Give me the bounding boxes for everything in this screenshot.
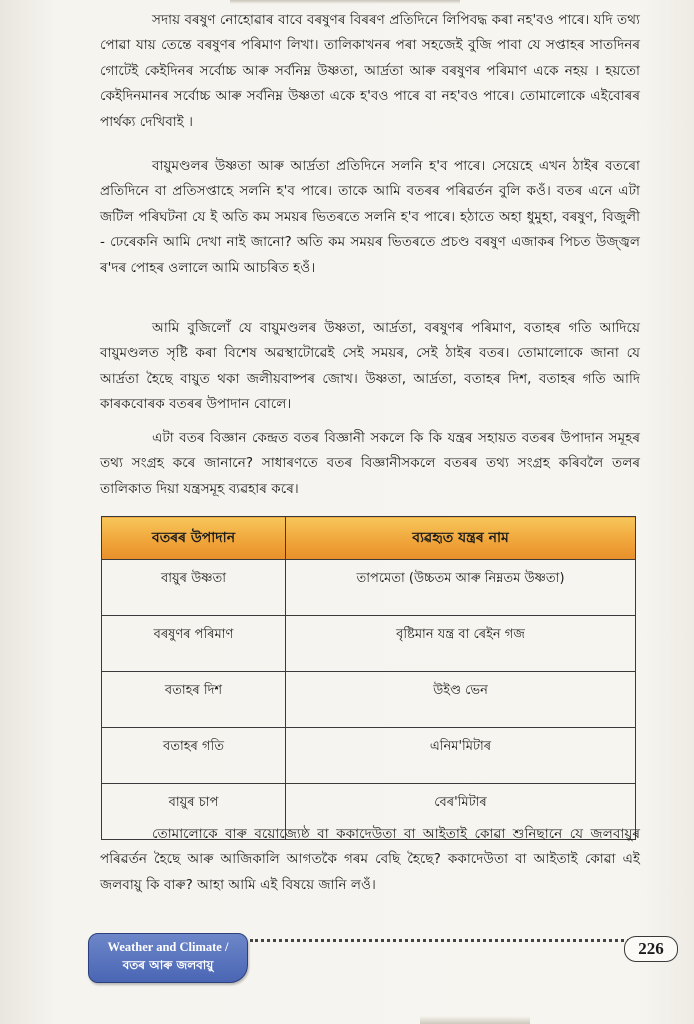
header-instrument-name: ব্যৱহৃত যন্ত্ৰৰ নাম [286, 517, 636, 560]
table-row [102, 672, 636, 728]
cell-element: বতাহৰ গতি [102, 728, 286, 784]
paragraph-rainfall-record [100, 8, 640, 135]
header-weather-element: বতৰৰ উপাদান [102, 517, 286, 560]
cell-element: বৰষুণৰ পৰিমাণ [102, 616, 286, 672]
weather-instruments-table [101, 516, 636, 840]
paragraph-instruments-intro [100, 426, 640, 502]
table-row [102, 560, 636, 616]
cell-instrument: বৃষ্টিমান যন্ত্ৰ বা ৰেইন গজ [286, 616, 636, 672]
paragraph-weather-elements [100, 316, 640, 418]
paragraph-text: আমি বুজিলোঁ যে বায়ুমণ্ডলৰ উষ্ণতা, আৰ্দ্ৰতা, বৰষুণৰ পৰিমাণ, বতাহৰ গতি আদিয়ে বায়ুমণ্ডলত সৃষ্টি কৰা বিশেষ অৱস্থাটোৱেই সেই সময়ৰ, সেই ঠাইৰ বতৰ। তোমালোকে জানা যে আৰ্দ্ৰতা হৈছে বায়ুত থকা জলীয়বাষ্পৰ জোখ। উষ্ণতা, আৰ্দ্ৰতা, বতাহৰ দিশ, বতাহৰ গতি আদি কাৰকবোৰক বতৰৰ উপাদান বোলে। [100, 320, 640, 413]
chapter-title-english: Weather and Climate / [107, 940, 229, 954]
cell-element: বায়ুৰ উষ্ণতা [102, 560, 286, 616]
cell-element: বতাহৰ দিশ [102, 672, 286, 728]
paragraph-text: তোমালোকে বাৰু বয়োজ্যেষ্ঠ বা ককাদেউতা বা আইতাই কোৱা শুনিছানে যে জলবায়ুৰ পৰিৱৰ্তন হৈছে আৰু আজিকালি আগতকৈ গৰম বেছি হৈছে? ককাদেউতা বা আইতাই কোৱা এই জলবায়ু কি বাৰু? আহা আমি এই বিষয়ে জানি লওঁ। [100, 826, 640, 893]
page-number: 226 [624, 936, 678, 962]
chapter-badge [88, 933, 248, 983]
paragraph-weather-change [100, 154, 640, 281]
cell-instrument: উইণ্ড ভেন [286, 672, 636, 728]
paragraph-text: সদায় বৰষুণ নোহোৱাৰ বাবে বৰষুণৰ বিৰৰণ প্ৰতিদিনে লিপিবদ্ধ কৰা নহ'বও পাৰে। যদি তথ্য পোৱা যায় তেন্তে বৰষুণৰ পৰিমাণ লিখা। তালিকাখনৰ পৰা সহজেই বুজি পাবা যে সপ্তাহৰ সাতদিনৰ গোটেই কেইদিনৰ সৰ্বোচ্চ আৰু সৰ্বনিম্ন উষ্ণতা, আৰ্দ্ৰতা আৰু বৰষুণৰ পৰিমাণ একে নহয় । হয়তো কেইদিনমানৰ সৰ্বোচ্চ আৰু সৰ্বনিম্ন উষ্ণতা একে হ'বও পাৰে বা নহ'বও পাৰে। তোমালোকে এইবোৰৰ পাৰ্থক্য দেখিবাই । [100, 12, 640, 130]
page-fold-shadow [230, 0, 460, 4]
cell-instrument: এনিম'মিটাৰ [286, 728, 636, 784]
paragraph-climate-question [100, 822, 640, 898]
chapter-title-assamese: বতৰ আৰু জলবায়ু [122, 958, 214, 972]
paragraph-text: এটা বতৰ বিজ্ঞান কেন্দ্ৰত বতৰ বিজ্ঞানী সকলে কি কি যন্ত্ৰৰ সহায়ত বতৰৰ উপাদান সমূহৰ তথ্য সংগ্ৰহ কৰে জানানে? সাধাৰণতে বতৰ বিজ্ঞানীসকলে বতৰৰ তথ্য সংগ্ৰহ কৰিবলৈ তলৰ তালিকাত দিয়া যন্ত্ৰসমূহ ব্যৱহাৰ কৰে। [100, 430, 640, 497]
page-edge-shadow [420, 1016, 530, 1024]
cell-instrument: তাপমেতা (উচ্চতম আৰু নিম্নতম উষ্ণতা) [286, 560, 636, 616]
cell-element: বায়ুৰ চাপ [102, 784, 286, 840]
footer-dotted-divider [250, 939, 630, 942]
paragraph-text: বায়ুমণ্ডলৰ উষ্ণতা আৰু আৰ্দ্ৰতা প্ৰতিদিনে সলনি হ'ব পাৰে। সেয়েহে এখন ঠাইৰ বতৰো প্ৰতিদিনে বা প্ৰতিসপ্তাহে সলনি হ'ব পাৰে। তাকে আমি বতৰৰ পৰিৱৰ্তন বুলি কওঁ। বতৰ এনে এটা জটিল পৰিঘটনা যে ই অতি কম সময়ৰ ভিতৰতে সলনি হ'ব পাৰে। হঠাতে অহা ধুমুহা, বৰষুণ, বিজুলী - ঢেৰেকনি আমি দেখা নাই জানো? অতি কম সময়ৰ ভিতৰতে প্ৰচণ্ড বৰষুণ এজাকৰ পিচত উজ্জ্বল ৰ'দৰ পোহৰ ওলালে আমি আচৰিত হওঁ। [100, 158, 640, 276]
table-header-row [102, 517, 636, 560]
table-row [102, 728, 636, 784]
table-row [102, 616, 636, 672]
cell-instrument: বেৰ'মিটাৰ [286, 784, 636, 840]
